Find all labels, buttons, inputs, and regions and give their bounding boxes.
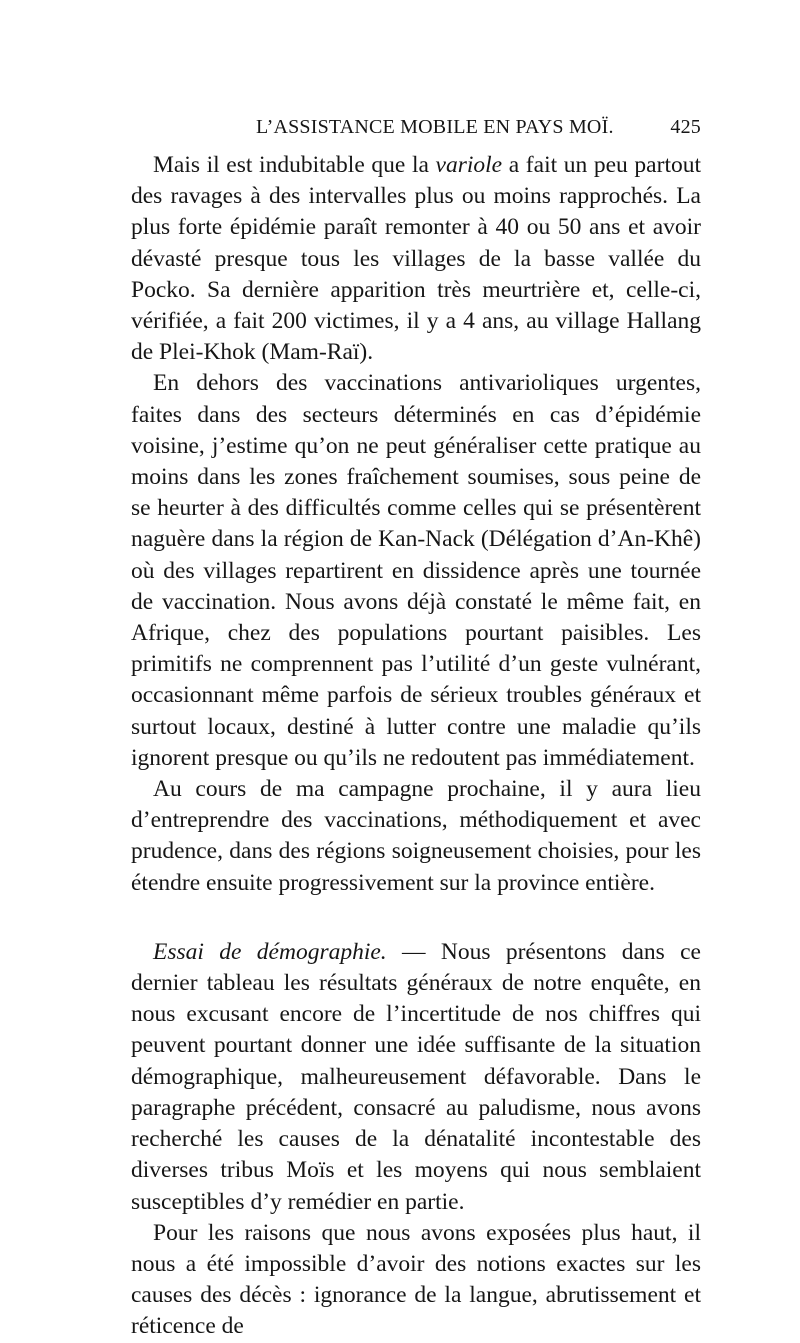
paragraph-vaccinations: En dehors des vaccinations antivarioliques urgentes, faites dans des secteurs déterminés en cas d’épidémie voisine, j’estime qu’on ne peut généraliser cette pratique au moins dans les zones fraîchement soumises, sous peine de se heurter à des difficultés comme celles qui se présentèrent naguère dans la région de Kan-Nack (Délégation d’An-Khê) où des villages repartirent en dissidence après une tournée de vaccination. Nous avons déjà constaté le même fait, en Afrique, chez des populations pourtant paisibles. Les primitifs ne comprennent pas l’utilité d’un geste vulnérant, occasionnant même parfois de sérieux troubles généraux et surtout locaux, destiné à lutter contre une maladie qu’ils ignorent presque ou qu’ils ne redoutent pas immédiatement. <box>131 370 701 771</box>
running-head <box>131 116 701 142</box>
paragraph-causes-deces: Pour les raisons que nous avons exposées plus haut, il nous a été impossible d’avoir des notions exactes sur les causes des décès : ignorance de la langue, abrutissement et réticence de <box>131 1219 701 1340</box>
running-title: L’ASSISTANCE MOBILE EN PAYS MOÏ. <box>256 116 614 138</box>
section-gap <box>131 899 701 937</box>
section-title: Essai de démographie. <box>153 938 387 965</box>
paragraph-demographie-text: — Nous présentons dans ce dernier tableau les résultats généraux de notre enquête, en nous excusant encore de l’incertitude de nos chiffres qui peuvent pourtant donner une idée suffisante de la situation démographique, malheureusement défavorable. Dans le paragraphe précédent, consacré au paludisme, nous avons recherché les causes de la dénatalité incontestable des diverses tribus Moïs et les moyens qui nous semblaient susceptibles d’y remédier en partie. <box>131 938 701 1215</box>
page-number: 425 <box>670 116 701 138</box>
paragraph-variole <box>131 150 701 368</box>
paragraph-variole-end: a fait un peu partout des ravages à des intervalles plus ou moins rapprochés. La plus forte épidémie paraît remonter à 40 ou 50 ans et avoir dévasté presque tous les villages de la basse vallée du Pocko. Sa dernière apparition très meurtrière et, celle-ci, vérifiée, a fait 200 victimes, il y a 4 ans, au village Hallang de Plei-Khok (Mam-Raï). <box>131 152 701 366</box>
paragraph-demographie <box>131 937 701 1218</box>
paragraph-variole-start: Mais il est indubitable que la <box>153 152 436 178</box>
paragraph-campagne: Au cours de ma campagne prochaine, il y aura lieu d’entreprendre des vaccinations, méthodiquement et avec prudence, dans des régions soigneusement choisies, pour les étendre ensuite progressivement sur la province entière. <box>131 776 701 896</box>
variole-emphasis: variole <box>435 152 503 178</box>
body-text <box>131 150 701 1343</box>
